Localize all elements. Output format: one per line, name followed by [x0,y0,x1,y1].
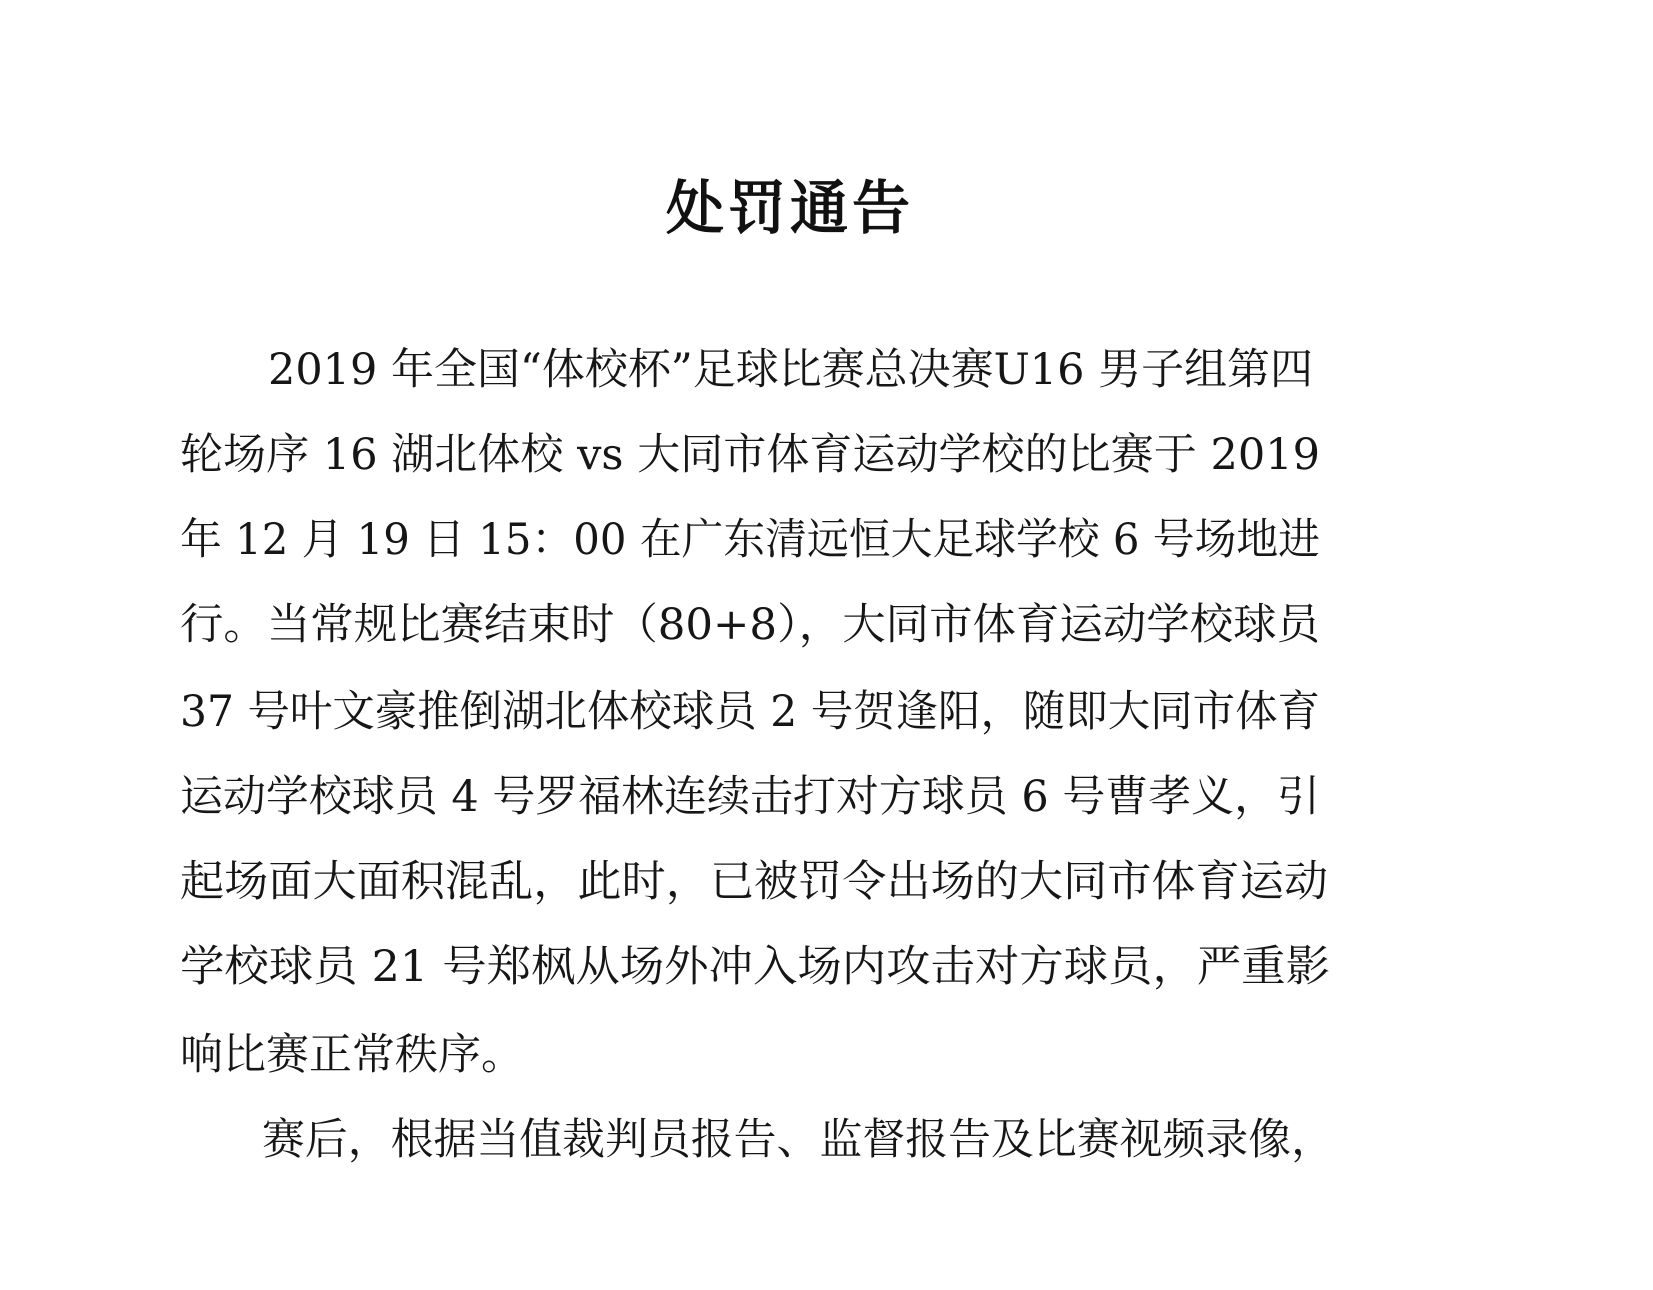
paragraph-1-line-3 [0,510,1653,570]
text-line: 37 号叶文豪推倒湖北体校球员 2 号贺逢阳，随即大同市体育 [180,687,1320,737]
text-line: 起场面大面积混乱，此时，已被罚令出场的大同市体育运动 [180,857,1328,907]
paragraph-1-line-5 [0,682,1653,742]
paragraph-2-line-1 [0,1110,1653,1170]
paragraph-1-line-6 [0,767,1653,827]
text-line: 年 12 月 19 日 15：00 在广东清远恒大足球学校 6 号场地进 [180,515,1320,565]
text-line: 学校球员 21 号郑枫从场外冲入场内攻击对方球员，严重影 [180,942,1330,992]
paragraph-1-line-7 [0,852,1653,912]
text-line: 运动学校球员 4 号罗福林连续击打对方球员 6 号曹孝义，引 [180,772,1320,822]
text-line: 行。当常规比赛结束时（80+8），大同市体育运动学校球员 [180,600,1320,650]
text-line: 赛后，根据当值裁判员报告、监督报告及比赛视频录像， [262,1115,1334,1165]
text-line: 轮场序 16 湖北体校 vs 大同市体育运动学校的比赛于 2019 [180,430,1320,480]
notice-title: 处罚通告 [665,174,914,242]
paragraph-1-line-1 [0,340,1653,400]
paragraph-1-line-9 [0,1025,1653,1085]
paragraph-1-line-8 [0,937,1653,997]
text-line: 2019 年全国“体校杯”足球比赛总决赛U16 男子组第四 [268,345,1313,395]
paragraph-1-line-4 [0,595,1653,655]
paragraph-1-line-2 [0,425,1653,485]
text-line: 响比赛正常秩序。 [180,1030,524,1080]
